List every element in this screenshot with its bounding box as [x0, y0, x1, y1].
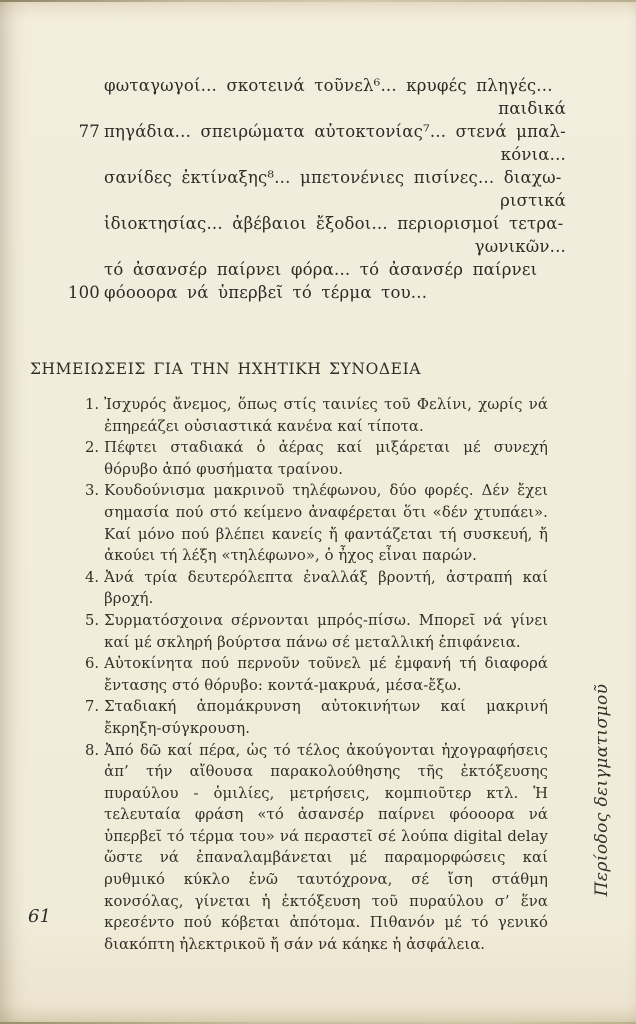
verse-number: 100 — [67, 283, 100, 302]
note-text: Συρματόσχοινα σέρνονται μπρός-πίσω. Μπορεῖ νά γίνει καί μέ σκληρή βούρτσα πάνω σέ μεταλλική ἐπιφάνεια. — [104, 611, 548, 651]
note-number: 2. — [85, 439, 100, 457]
page-number: 61 — [28, 906, 51, 927]
poem-line — [66, 97, 566, 120]
note-text: Σταδιακή ἀπομάκρυνση αὐτοκινήτων καί μακρινή ἔκρηξη-σύγκρουση. — [104, 698, 548, 737]
poem-line — [66, 74, 566, 97]
note-item — [85, 567, 548, 610]
note-text: Πέφτει σταδιακά ὁ ἀέρας καί μιξάρεται μέ συνεχή θόρυβο ἀπό φυσήματα τραίνου. — [104, 439, 548, 478]
verse-number: 77 — [78, 122, 100, 141]
poem-line-text: ριστικά — [500, 191, 566, 210]
note-item — [85, 480, 548, 566]
poem-line — [66, 258, 566, 281]
poem-line — [66, 143, 566, 166]
note-item — [85, 740, 548, 956]
note-number: 8. — [85, 741, 100, 759]
note-number: 6. — [85, 655, 100, 673]
poem-line — [66, 120, 566, 143]
note-text: Ἀνά τρία δευτερόλεπτα ἐναλλάξ βροντή, ἀστραπή καί βροχή. — [104, 568, 548, 608]
note-number: 5. — [85, 611, 100, 629]
note-item — [85, 696, 548, 739]
note-item — [85, 610, 548, 653]
poem-line-text: τό ἀσανσέρ παίρνει φόρα... τό ἀσανσέρ παίρνει — [104, 260, 538, 279]
poem-line-text: πηγάδια... σπειρώματα αὐτοκτονίας⁷... στενά μπαλ- — [104, 122, 566, 141]
note-number: 7. — [85, 698, 100, 716]
notes-list — [85, 394, 548, 955]
poem-line-text: ἰδιοκτησίας... ἀβέβαιοι ἔξοδοι... περιορισμοί τετρα- — [104, 214, 564, 233]
note-number: 3. — [85, 482, 100, 500]
poem-line — [66, 281, 566, 304]
poem-block — [66, 74, 566, 304]
poem-line — [66, 189, 566, 212]
note-text: Αὐτοκίνητα πού περνοῦν τοῦνελ μέ ἐμφανή τή διαφορά ἔντασης στό θόρυβο: κοντά-μακρυά, μέσα-ἔξω. — [104, 655, 548, 694]
poem-line — [66, 235, 566, 258]
note-number: 1. — [85, 396, 100, 413]
poem-line-text: κόνια... — [500, 145, 566, 164]
note-item — [85, 653, 548, 696]
poem-line-text: σανίδες ἐκτίναξης⁸... μπετονένιες πισίνες... διαχω- — [104, 168, 562, 187]
margin-caption: Περίοδος δειγματισμοῦ — [592, 683, 612, 897]
notes-heading: ΣΗΜΕΙΩΣΕΙΣ ΓΙΑ ΤΗΝ ΗΧΗΤΙΚΗ ΣΥΝΟΔΕΙΑ — [30, 360, 422, 378]
poem-line-text: φωταγωγοί... σκοτεινά τοῦνελ⁶... κρυφές πληγές... — [104, 76, 553, 95]
note-text: Ἰσχυρός ἄνεμος, ὅπως στίς ταινίες τοῦ Φελίνι, χωρίς νά ἐπηρεάζει οὐσιαστικά κανένα καί τίποτα. — [104, 396, 548, 435]
poem-line-text: παιδικά — [498, 99, 566, 118]
note-number: 4. — [85, 568, 100, 586]
poem-line — [66, 166, 566, 189]
note-item — [85, 394, 548, 437]
poem-line — [66, 212, 566, 235]
note-text: Κουδούνισμα μακρινοῦ τηλέφωνου, δύο φορές. Δέν ἔχει σημασία πού στό κείμενο ἀναφέρεται ὅτι «δέν χτυπάει». Καί μόνο πού βλέπει κανείς ἤ φαντάζεται τή συσκευή, ἤ ἀκούει τή λέξη «τηλέφωνο», ὁ ἦχος εἶναι παρών. — [104, 482, 548, 565]
note-text: Ἀπό δῶ καί πέρα, ὡς τό τέλος ἀκούγονται ἠχογραφήσεις ἀπ’ τήν αἴθουσα παρακολούθησης τῆς ἐκτόξευσης πυραύλου - ὁμιλίες, μετρήσεις, κομπιοῦτερ κτλ. Ἡ τελευταία φράση «τό ἀσανσέρ παίρνει φόοοορα νά ὑπερβεῖ τό τέρμα του» νά περαστεῖ σέ λούπα digital delay ὥστε νά ἐπαναλαμβάνεται μέ παραμορφώσεις καί ρυθμικό κύκλο ἐνῶ ταυτόχρονα, σέ ἴση στάθμη κονσόλας, γίνεται ἡ ἐκτόξευση τοῦ πυραύλου σ’ ἕνα κρεσέντο πού κόβεται ἀπότομα. Πιθανόν μέ τό γενικό διακόπτη ἠλεκτρικοῦ ἤ σάν νά κάηκε ἡ ἀσφάλεια. — [104, 741, 548, 953]
note-item — [85, 437, 548, 480]
poem-line-text: γωνικῶν... — [474, 237, 566, 256]
poem-line-text: φόοοορα νά ὑπερβεῖ τό τέρμα του... — [104, 283, 428, 302]
